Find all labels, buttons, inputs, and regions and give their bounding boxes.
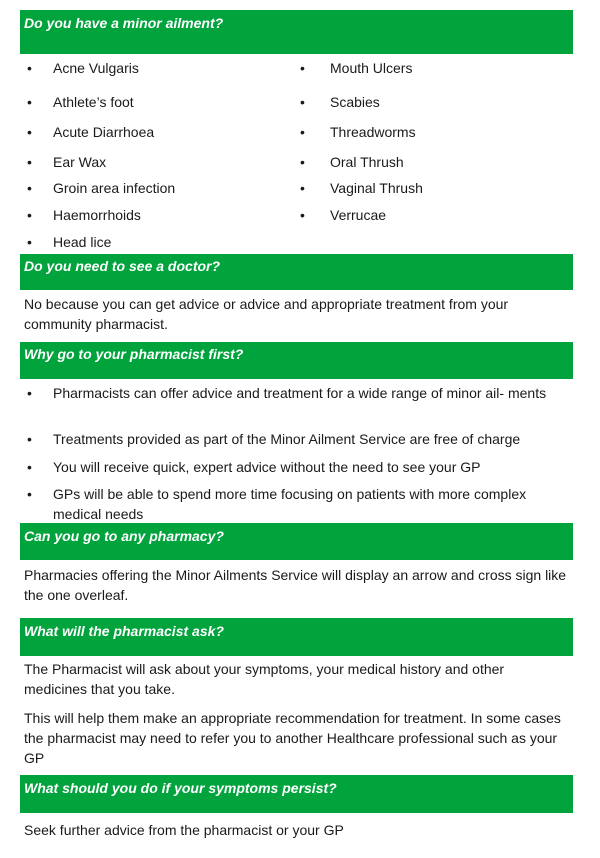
bullet-icon: • (27, 486, 32, 502)
bullet-icon: • (27, 207, 32, 223)
ailment-item: Athlete’s foot (53, 94, 134, 110)
bullet-icon: • (300, 154, 305, 170)
reason-item: You will receive quick, expert advice without the need to see your GP (53, 459, 481, 475)
reason-item: Treatments provided as part of the Minor Ailment Service are free of charge (53, 431, 521, 447)
ailment-item: Oral Thrush (330, 154, 404, 170)
bullet-icon: • (27, 60, 32, 76)
persist-paragraph: Seek further advice from the pharmacist or your GP (24, 822, 344, 838)
ailment-item: Haemorrhoids (53, 207, 141, 223)
ailment-item: Mouth Ulcers (330, 60, 413, 76)
section-heading-see-doctor: Do you need to see a doctor? (20, 254, 573, 290)
section-heading-symptoms-persist: What should you do if your symptoms persist? (20, 775, 573, 813)
ailment-item: Scabies (330, 94, 380, 110)
bullet-icon: • (27, 180, 32, 196)
ask-paragraph-1: The Pharmacist will ask about your symptoms, your medical history and other medicines that you take. (24, 661, 505, 697)
ailment-item: Acute Diarrhoea (53, 124, 155, 140)
pharmacy-paragraph: Pharmacies offering the Minor Ailments Service will display an arrow and cross sign like the one overleaf. (24, 567, 567, 603)
bullet-icon: • (300, 180, 305, 196)
bullet-icon: • (300, 60, 305, 76)
reason-item: Pharmacists can offer advice and treatment for a wide range of minor ail- ments (53, 385, 547, 401)
section-heading-why-pharmacist: Why go to your pharmacist first? (20, 342, 573, 379)
ailment-item: Vaginal Thrush (330, 180, 423, 196)
ailment-item: Acne Vulgaris (53, 60, 139, 76)
bullet-icon: • (27, 94, 32, 110)
bullet-icon: • (300, 207, 305, 223)
section-heading-any-pharmacy: Can you go to any pharmacy? (20, 523, 573, 560)
bullet-icon: • (300, 124, 305, 140)
reason-item: GPs will be able to spend more time focusing on patients with more complex medical needs (53, 486, 527, 522)
ailment-item: Groin area infection (53, 180, 176, 196)
section-heading-pharmacist-ask: What will the pharmacist ask? (20, 618, 573, 656)
ailment-item: Ear Wax (53, 154, 107, 170)
bullet-icon: • (27, 124, 32, 140)
ailment-item: Threadworms (330, 124, 416, 140)
ailment-item: Head lice (53, 234, 112, 250)
bullet-icon: • (27, 459, 32, 475)
ailment-item: Verrucae (330, 207, 387, 223)
ask-paragraph-2: This will help them make an appropriate recommendation for treatment. In some cases the pharmacist may need to refer you to another Healthcare professional such as your GP (24, 710, 561, 766)
bullet-icon: • (27, 234, 32, 250)
bullet-icon: • (27, 431, 32, 447)
section-heading-minor-ailment: Do you have a minor ailment? (20, 10, 573, 54)
bullet-icon: • (27, 385, 32, 401)
doctor-paragraph: No because you can get advice or advice and appropriate treatment from your community pharmacist. (24, 296, 509, 332)
bullet-icon: • (27, 154, 32, 170)
bullet-icon: • (300, 94, 305, 110)
